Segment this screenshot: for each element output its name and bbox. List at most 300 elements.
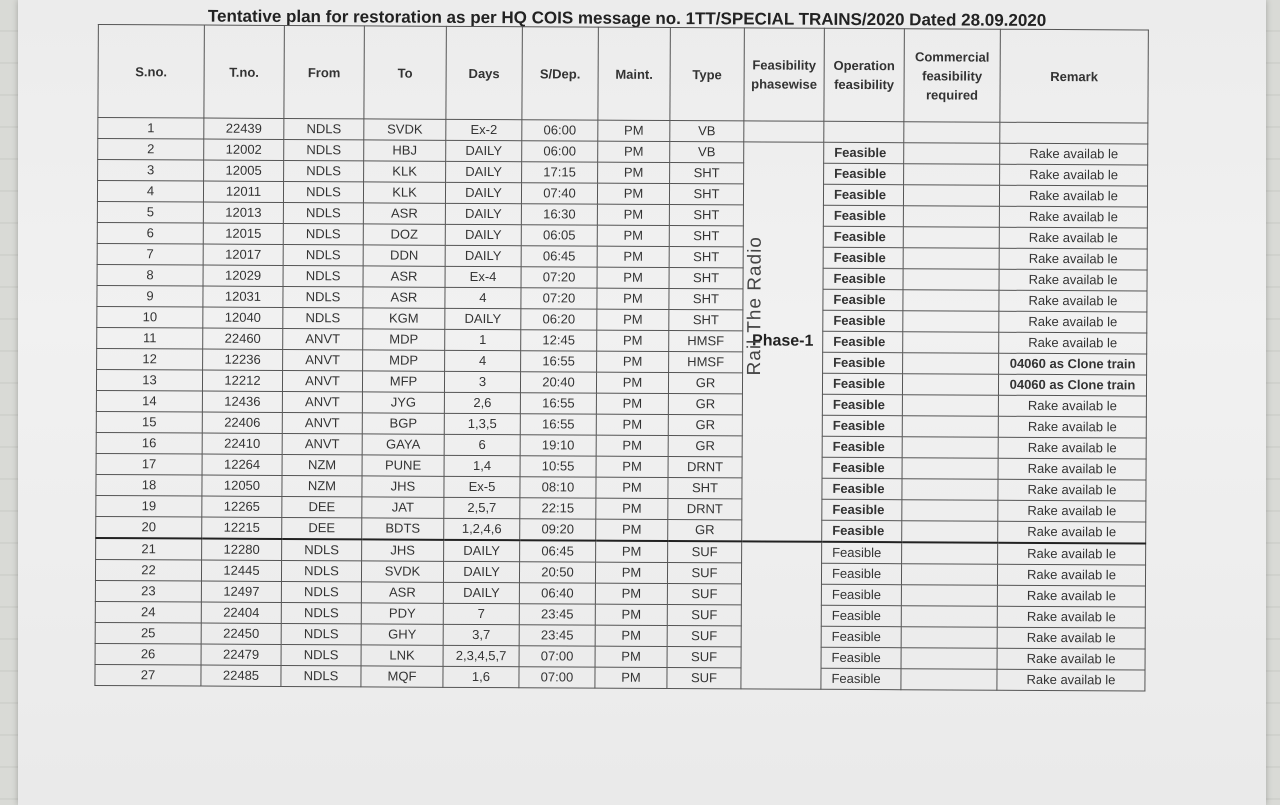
- cell-sno: 5: [97, 201, 203, 223]
- cell-from: DEE: [282, 496, 362, 517]
- cell-sno: 6: [97, 222, 203, 244]
- cell-commercial-feasibility: [901, 606, 997, 628]
- cell-sno: 17: [96, 453, 202, 475]
- table-row: [95, 664, 1145, 690]
- cell-maint: PM: [596, 477, 668, 498]
- cell-tno: 12013: [203, 202, 283, 223]
- cell-from: ANVT: [282, 412, 362, 433]
- cell-sno: 1: [98, 118, 204, 140]
- cell-type: VB: [670, 120, 744, 141]
- cell-remark: Rake availab le: [997, 669, 1145, 691]
- cell-sno: 15: [96, 411, 202, 433]
- cell-tno: 12280: [202, 539, 282, 561]
- cell-type: DRNT: [668, 456, 742, 477]
- cell-remark: Rake availab le: [998, 500, 1146, 522]
- cell-operation-feasibility: Feasible: [822, 394, 902, 415]
- cell-tno: 22485: [201, 665, 281, 686]
- cell-remark: Rake availab le: [998, 395, 1146, 417]
- cell-from: NDLS: [281, 581, 361, 602]
- cell-type: SUF: [667, 583, 741, 604]
- cell-commercial-feasibility: [901, 648, 997, 670]
- cell-sdep: 16:55: [520, 393, 596, 414]
- cell-remark: 04060 as Clone train: [999, 353, 1147, 375]
- cell-days: 1,2,4,6: [444, 518, 520, 540]
- cell-type: HMSF: [669, 330, 743, 351]
- cell-sno: 8: [97, 264, 203, 286]
- cell-to: MDP: [363, 350, 445, 371]
- document-title: Tentative plan for restoration as per HQ COIS message no. 1TT/SPECIAL TRAINS/2020 Dated 28.09.2020: [207, 6, 1047, 30]
- cell-commercial-feasibility: [903, 269, 999, 291]
- cell-type: SHT: [669, 267, 743, 288]
- cell-from: ANVT: [282, 391, 362, 412]
- cell-to: JHS: [362, 539, 444, 561]
- cell-type: SHT: [669, 246, 743, 267]
- cell-tno: 12212: [202, 370, 282, 391]
- cell-sno: 20: [96, 516, 202, 538]
- cell-maint: PM: [597, 330, 669, 351]
- cell-to: JAT: [362, 497, 444, 518]
- cell-to: MFP: [362, 371, 444, 392]
- cell-sno: 27: [95, 664, 201, 686]
- cell-sno: 2: [98, 139, 204, 161]
- cell-tno: 12445: [201, 560, 281, 581]
- cell-operation-feasibility: Feasible: [823, 247, 903, 268]
- cell-maint: PM: [596, 519, 668, 541]
- cell-tno: 12031: [203, 286, 283, 307]
- cell-remark: Rake availab le: [998, 521, 1146, 543]
- cell-sno: 21: [96, 538, 202, 560]
- cell-sdep: 06:20: [521, 309, 597, 330]
- cell-maint: PM: [598, 162, 670, 183]
- cell-to: SVDK: [361, 561, 443, 582]
- cell-type: SUF: [667, 604, 741, 625]
- cell-sno: 13: [96, 369, 202, 391]
- cell-days: DAILY: [443, 582, 519, 603]
- cell-maint: PM: [596, 541, 668, 563]
- cell-type: SHT: [670, 162, 744, 183]
- cell-days: 2,5,7: [444, 497, 520, 518]
- cell-operation-feasibility: Feasible: [824, 142, 904, 163]
- cell-sno: 12: [97, 348, 203, 370]
- cell-tno: 22479: [201, 644, 281, 665]
- cell-sdep: 22:15: [520, 498, 596, 519]
- cell-days: DAILY: [445, 203, 521, 224]
- cell-tno: 22406: [202, 412, 282, 433]
- cell-sno: 4: [97, 181, 203, 203]
- cell-sdep: 06:45: [520, 540, 596, 562]
- cell-operation-feasibility: Feasible: [821, 647, 901, 668]
- cell-operation-feasibility: Feasible: [823, 331, 903, 352]
- cell-commercial-feasibility: [902, 500, 998, 522]
- cell-remark: Rake availab le: [998, 479, 1146, 501]
- cell-days: 4: [445, 287, 521, 308]
- cell-commercial-feasibility: [902, 416, 998, 438]
- cell-from: NDLS: [281, 665, 361, 686]
- cell-sdep: 09:20: [520, 519, 596, 541]
- cell-to: ASR: [363, 287, 445, 308]
- cell-from: NDLS: [282, 539, 362, 561]
- cell-type: GR: [668, 393, 742, 414]
- cell-to: MQF: [361, 666, 443, 687]
- cell-commercial-feasibility: [903, 248, 999, 270]
- cell-type: SUF: [667, 562, 741, 583]
- cell-remark: Rake availab le: [997, 585, 1145, 607]
- cell-maint: PM: [595, 583, 667, 604]
- cell-sno: 7: [97, 243, 203, 265]
- cell-operation-feasibility: Feasible: [822, 542, 902, 564]
- cell-tno: 12236: [203, 349, 283, 370]
- cell-from: NDLS: [283, 202, 363, 223]
- cell-commercial-feasibility: [902, 458, 998, 480]
- cell-days: DAILY: [445, 308, 521, 329]
- cell-type: SHT: [669, 309, 743, 330]
- cell-commercial-feasibility: [901, 627, 997, 649]
- cell-sdep: 23:45: [519, 625, 595, 646]
- cell-remark: Rake availab le: [999, 248, 1147, 270]
- cell-commercial-feasibility: [902, 395, 998, 417]
- cell-to: KLK: [364, 161, 446, 182]
- cell-maint: PM: [596, 435, 668, 456]
- cell-to: BGP: [362, 413, 444, 434]
- cell-operation-feasibility: Feasible: [822, 520, 902, 542]
- cell-maint: PM: [597, 351, 669, 372]
- cell-days: 2,3,4,5,7: [443, 645, 519, 666]
- cell-sdep: 06:45: [521, 246, 597, 267]
- cell-maint: PM: [598, 141, 670, 162]
- cell-from: NZM: [282, 475, 362, 496]
- cell-to: KGM: [363, 308, 445, 329]
- cell-commercial-feasibility: [901, 564, 997, 586]
- cell-commercial-feasibility: [903, 353, 999, 375]
- cell-operation-feasibility: Feasible: [823, 205, 903, 226]
- cell-from: NDLS: [283, 244, 363, 265]
- cell-type: VB: [670, 141, 744, 162]
- cell-days: 4: [445, 350, 521, 371]
- cell-days: 3: [444, 371, 520, 392]
- cell-from: ANVT: [282, 433, 362, 454]
- cell-sno: 22: [95, 559, 201, 581]
- cell-sdep: 19:10: [520, 435, 596, 456]
- cell-type: SHT: [669, 183, 743, 204]
- header-days: Days: [446, 26, 522, 119]
- cell-days: Ex-5: [444, 476, 520, 497]
- cell-sno: 19: [96, 495, 202, 517]
- cell-remark: Rake availab le: [999, 206, 1147, 228]
- cell-sdep: 20:40: [520, 372, 596, 393]
- cell-tno: 12005: [204, 160, 284, 181]
- cell-maint: PM: [596, 498, 668, 519]
- cell-type: SUF: [668, 541, 742, 563]
- cell-days: 1: [445, 329, 521, 350]
- cell-commercial-feasibility: [903, 206, 999, 228]
- cell-to: BDTS: [362, 518, 444, 540]
- cell-remark: Rake availab le: [998, 437, 1146, 459]
- cell-type: SHT: [669, 225, 743, 246]
- cell-operation-feasibility: Feasible: [823, 310, 903, 331]
- cell-remark: Rake availab le: [997, 606, 1145, 628]
- cell-sdep: 16:55: [520, 414, 596, 435]
- cell-from: NDLS: [281, 623, 361, 644]
- cell-type: SUF: [667, 667, 741, 688]
- cell-to: HBJ: [364, 140, 446, 161]
- cell-days: DAILY: [443, 561, 519, 582]
- cell-to: PUNE: [362, 455, 444, 476]
- cell-type: SHT: [669, 204, 743, 225]
- cell-maint: PM: [596, 456, 668, 477]
- cell-type: SUF: [667, 625, 741, 646]
- cell-remark: Rake availab le: [997, 648, 1145, 670]
- cell-remark: [1000, 122, 1148, 144]
- cell-tno: 12050: [202, 475, 282, 496]
- cell-maint: PM: [596, 414, 668, 435]
- cell-commercial-feasibility: [904, 164, 1000, 186]
- cell-operation-feasibility: Feasible: [823, 226, 903, 247]
- cell-from: NDLS: [283, 286, 363, 307]
- cell-maint: PM: [595, 646, 667, 667]
- cell-maint: PM: [597, 309, 669, 330]
- cell-to: DOZ: [363, 224, 445, 245]
- header-sdep: S/Dep.: [522, 27, 598, 120]
- cell-from: ANVT: [282, 370, 362, 391]
- cell-tno: 12215: [202, 517, 282, 539]
- cell-to: ASR: [361, 582, 443, 603]
- cell-operation-feasibility: Feasible: [822, 436, 902, 457]
- cell-tno: 12029: [203, 265, 283, 286]
- cell-type: GR: [668, 435, 742, 456]
- cell-from: NZM: [282, 454, 362, 475]
- cell-operation-feasibility: Feasible: [823, 352, 903, 373]
- cell-sdep: 07:00: [519, 667, 595, 688]
- cell-sno: 9: [97, 285, 203, 307]
- cell-tno: 12017: [203, 244, 283, 265]
- cell-from: NDLS: [281, 602, 361, 623]
- cell-sno: 18: [96, 474, 202, 496]
- cell-tno: 12264: [202, 454, 282, 475]
- header-row: [98, 25, 1148, 123]
- cell-type: GR: [668, 372, 742, 393]
- cell-sdep: 12:45: [521, 330, 597, 351]
- cell-to: SVDK: [364, 119, 446, 140]
- cell-sno: 3: [98, 160, 204, 182]
- cell-type: SHT: [669, 288, 743, 309]
- cell-operation-feasibility: Feasible: [822, 373, 902, 394]
- cell-tno: 22460: [203, 328, 283, 349]
- cell-from: NDLS: [281, 644, 361, 665]
- cell-commercial-feasibility: [902, 521, 998, 543]
- cell-from: NDLS: [284, 139, 364, 160]
- cell-from: NDLS: [284, 160, 364, 181]
- cell-commercial-feasibility: [901, 669, 997, 691]
- cell-commercial-feasibility: [903, 311, 999, 333]
- cell-tno: 12040: [203, 307, 283, 328]
- cell-from: DEE: [282, 517, 362, 539]
- cell-operation-feasibility: Feasible: [821, 626, 901, 647]
- cell-commercial-feasibility: [903, 332, 999, 354]
- table-body: [95, 118, 1148, 691]
- cell-tno: 12002: [204, 139, 284, 160]
- cell-commercial-feasibility: [902, 542, 998, 564]
- cell-sdep: 06:00: [522, 120, 598, 141]
- cell-operation-feasibility: Feasible: [822, 478, 902, 499]
- cell-days: 2,6: [444, 392, 520, 413]
- cell-commercial-feasibility: [902, 479, 998, 501]
- cell-operation-feasibility: Feasible: [822, 499, 902, 520]
- cell-sno: 25: [95, 622, 201, 644]
- cell-type: HMSF: [669, 351, 743, 372]
- header-sno: S.no.: [98, 25, 204, 119]
- cell-to: ASR: [363, 266, 445, 287]
- cell-maint: PM: [595, 562, 667, 583]
- cell-type: SHT: [668, 477, 742, 498]
- cell-tno: 12015: [203, 223, 283, 244]
- cell-operation-feasibility: Feasible: [823, 184, 903, 205]
- cell-sdep: 07:00: [519, 646, 595, 667]
- cell-to: JYG: [362, 392, 444, 413]
- cell-commercial-feasibility: [903, 227, 999, 249]
- cell-remark: Rake availab le: [997, 564, 1145, 586]
- cell-days: DAILY: [445, 224, 521, 245]
- cell-tno: 22439: [204, 118, 284, 139]
- cell-days: 1,4: [444, 455, 520, 476]
- cell-feasibility-phasewise: [741, 541, 822, 689]
- cell-operation-feasibility: Feasible: [821, 605, 901, 626]
- cell-to: ASR: [363, 203, 445, 224]
- document-sheet: [94, 2, 1158, 728]
- cell-maint: PM: [595, 667, 667, 688]
- cell-sno: 16: [96, 432, 202, 454]
- cell-operation-feasibility: Feasible: [821, 584, 901, 605]
- cell-days: DAILY: [445, 245, 521, 266]
- header-from: From: [284, 25, 364, 118]
- cell-operation-feasibility: Feasible: [823, 268, 903, 289]
- cell-maint: PM: [597, 225, 669, 246]
- cell-sno: 26: [95, 643, 201, 665]
- cell-remark: 04060 as Clone train: [998, 374, 1146, 396]
- cell-days: Ex-4: [445, 266, 521, 287]
- cell-tno: 12265: [202, 496, 282, 517]
- cell-sdep: 07:20: [521, 288, 597, 309]
- cell-to: MDP: [363, 329, 445, 350]
- phase-label: Phase-1: [752, 332, 814, 350]
- cell-maint: PM: [597, 246, 669, 267]
- cell-remark: Rake availab le: [999, 227, 1147, 249]
- cell-sdep: 06:00: [522, 141, 598, 162]
- cell-operation-feasibility: Feasible: [821, 563, 901, 584]
- cell-from: NDLS: [283, 307, 363, 328]
- cell-sdep: 17:15: [522, 162, 598, 183]
- cell-operation-feasibility: Feasible: [821, 668, 901, 689]
- cell-sdep: 20:50: [519, 562, 595, 583]
- cell-maint: PM: [597, 288, 669, 309]
- cell-remark: Rake availab le: [1000, 143, 1148, 165]
- cell-sdep: 10:55: [520, 456, 596, 477]
- cell-remark: Rake availab le: [999, 311, 1147, 333]
- cell-remark: Rake availab le: [998, 543, 1146, 565]
- cell-maint: PM: [595, 625, 667, 646]
- cell-days: 1,6: [443, 666, 519, 687]
- cell-sno: 11: [97, 327, 203, 349]
- cell-tno: 22450: [201, 623, 281, 644]
- cell-maint: PM: [598, 120, 670, 141]
- cell-feasibility-phasewise: [744, 121, 824, 142]
- cell-commercial-feasibility: [902, 374, 998, 396]
- cell-days: 3,7: [443, 624, 519, 645]
- cell-to: DDN: [363, 245, 445, 266]
- cell-sno: 10: [97, 306, 203, 328]
- cell-tno: 12497: [201, 581, 281, 602]
- cell-type: GR: [668, 519, 742, 541]
- cell-to: KLK: [363, 182, 445, 203]
- cell-from: ANVT: [283, 328, 363, 349]
- cell-operation-feasibility: Feasible: [822, 415, 902, 436]
- cell-commercial-feasibility: [902, 437, 998, 459]
- cell-to: GHY: [361, 624, 443, 645]
- header-type: Type: [670, 27, 744, 120]
- cell-days: DAILY: [446, 161, 522, 182]
- cell-remark: Rake availab le: [998, 416, 1146, 438]
- cell-remark: Rake availab le: [999, 290, 1147, 312]
- cell-sdep: 23:45: [519, 604, 595, 625]
- cell-days: 6: [444, 434, 520, 455]
- cell-commercial-feasibility: [903, 185, 999, 207]
- cell-to: PDY: [361, 603, 443, 624]
- cell-from: NDLS: [284, 118, 364, 139]
- cell-to: LNK: [361, 645, 443, 666]
- cell-type: GR: [668, 414, 742, 435]
- cell-sdep: 08:10: [520, 477, 596, 498]
- cell-commercial-feasibility: [904, 143, 1000, 165]
- cell-days: Ex-2: [446, 119, 522, 140]
- cell-tno: 22410: [202, 433, 282, 454]
- cell-days: 1,3,5: [444, 413, 520, 434]
- cell-from: ANVT: [283, 349, 363, 370]
- cell-days: DAILY: [444, 540, 520, 562]
- cell-sdep: 07:20: [521, 267, 597, 288]
- header-commercial-feasibility: Commercial feasibility required: [904, 29, 1000, 123]
- cell-from: NDLS: [281, 560, 361, 581]
- cell-maint: PM: [597, 183, 669, 204]
- cell-sdep: 07:40: [521, 183, 597, 204]
- cell-remark: Rake availab le: [999, 332, 1147, 354]
- cell-operation-feasibility: [824, 121, 904, 142]
- cell-type: DRNT: [668, 498, 742, 519]
- header-operation-feasibility: Operation feasibility: [824, 28, 904, 121]
- cell-remark: Rake availab le: [997, 627, 1145, 649]
- cell-remark: Rake availab le: [999, 185, 1147, 207]
- cell-sdep: 06:05: [521, 225, 597, 246]
- cell-remark: Rake availab le: [1000, 164, 1148, 186]
- cell-operation-feasibility: Feasible: [822, 457, 902, 478]
- cell-operation-feasibility: Feasible: [823, 289, 903, 310]
- cell-to: JHS: [362, 476, 444, 497]
- cell-from: NDLS: [283, 181, 363, 202]
- cell-sno: 24: [95, 601, 201, 623]
- cell-maint: PM: [597, 204, 669, 225]
- cell-commercial-feasibility: [903, 290, 999, 312]
- cell-maint: PM: [596, 393, 668, 414]
- cell-maint: PM: [596, 372, 668, 393]
- restoration-plan-table: [94, 24, 1148, 691]
- cell-remark: Rake availab le: [999, 269, 1147, 291]
- cell-days: DAILY: [445, 182, 521, 203]
- cell-from: NDLS: [283, 223, 363, 244]
- cell-from: NDLS: [283, 265, 363, 286]
- cell-sdep: 06:40: [519, 583, 595, 604]
- cell-sno: 23: [95, 580, 201, 602]
- cell-sdep: 16:30: [521, 204, 597, 225]
- cell-operation-feasibility: Feasible: [824, 163, 904, 184]
- cell-tno: 22404: [201, 602, 281, 623]
